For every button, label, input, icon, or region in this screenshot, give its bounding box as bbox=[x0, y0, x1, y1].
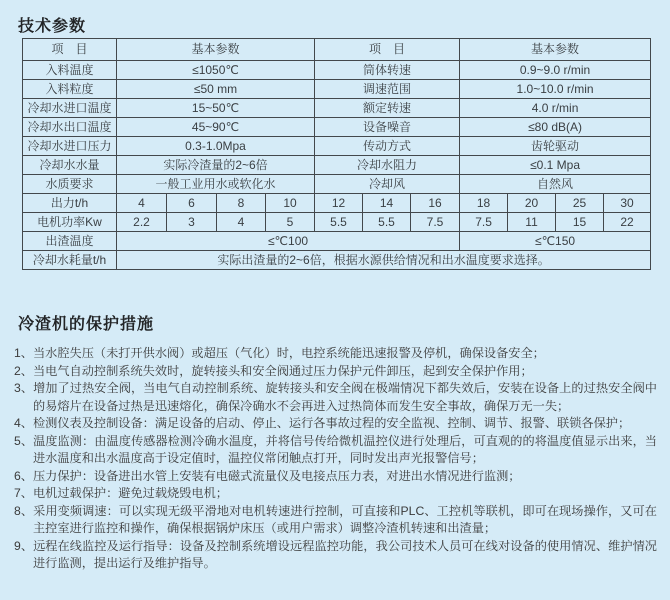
row-feed-size bbox=[23, 80, 651, 99]
item-number: 6、 bbox=[14, 468, 33, 483]
list-item bbox=[14, 485, 657, 503]
row-water-quality bbox=[23, 175, 651, 194]
param-value: 齿轮驱动 bbox=[460, 137, 651, 156]
power-value: 22 bbox=[604, 213, 651, 232]
param-value: ≤0.1 Mpa bbox=[460, 156, 651, 175]
item-number: 3、 bbox=[14, 381, 34, 395]
item-text: 压力保护：设备进出水管上安装有电磁式流量仪及电接点压力表，对进出水情况进行监测； bbox=[32, 468, 521, 483]
header-param-left: 基本参数 bbox=[117, 39, 315, 61]
row-water-consumption bbox=[23, 251, 651, 270]
param-label: 水质要求 bbox=[23, 175, 117, 194]
output-value: 18 bbox=[460, 194, 508, 213]
list-item bbox=[14, 345, 657, 363]
param-label: 冷却水耗量t/h bbox=[23, 251, 117, 270]
power-value: 7.5 bbox=[460, 213, 508, 232]
item-number: 1、 bbox=[14, 346, 33, 360]
power-value: 4 bbox=[217, 213, 266, 232]
param-value: ≤80 dB(A) bbox=[460, 118, 651, 137]
output-value: 4 bbox=[117, 194, 167, 213]
header-item-right: 项 目 bbox=[315, 39, 460, 61]
param-label: 入料粒度 bbox=[23, 80, 117, 99]
param-value: ≤1050℃ bbox=[117, 61, 315, 80]
param-label: 冷却水进口压力 bbox=[23, 137, 117, 156]
header-param-right: 基本参数 bbox=[460, 39, 651, 61]
item-number: 4、 bbox=[14, 416, 33, 430]
row-water-inlet-pressure bbox=[23, 137, 651, 156]
water-consumption-note: 实际出渣量的2~6倍，根据水源供给情况和出水温度要求选择。 bbox=[117, 251, 651, 270]
row-slag-temp bbox=[23, 232, 651, 251]
item-number: 5、 bbox=[14, 433, 34, 448]
param-label: 出渣温度 bbox=[23, 232, 117, 251]
param-value: 1.0~10.0 r/min bbox=[460, 80, 651, 99]
param-label: 调速范围 bbox=[315, 80, 460, 99]
power-value: 3 bbox=[167, 213, 217, 232]
list-item bbox=[14, 415, 657, 433]
param-label: 入料温度 bbox=[23, 61, 117, 80]
row-water-outlet-temp bbox=[23, 118, 651, 137]
power-value: 11 bbox=[508, 213, 556, 232]
item-text: 电机过载保护：避免过载烧毁电机； bbox=[32, 486, 228, 500]
list-item bbox=[14, 538, 657, 573]
list-item bbox=[14, 433, 657, 468]
param-label: 冷却水进口温度 bbox=[23, 99, 117, 118]
param-value: 0.9~9.0 r/min bbox=[460, 61, 651, 80]
list-item bbox=[14, 468, 657, 486]
param-label: 额定转速 bbox=[315, 99, 460, 118]
item-number: 9、 bbox=[14, 538, 34, 553]
item-text: 当水腔失压（未打开供水阀）或超压（气化）时，电控系统能迅速报警及停机，确保设备安全； bbox=[32, 346, 545, 360]
param-label: 电机功率Kw bbox=[23, 213, 117, 232]
power-value: 2.2 bbox=[117, 213, 167, 232]
param-value: 4.0 r/min bbox=[460, 99, 651, 118]
param-label: 冷却水出口温度 bbox=[23, 118, 117, 137]
protection-measures-list bbox=[14, 345, 657, 573]
output-value: 12 bbox=[315, 194, 363, 213]
item-number: 2、 bbox=[14, 363, 33, 378]
list-item bbox=[14, 363, 657, 381]
item-text: 检测仪表及控制设备：满足设备的启动、停止、运行各事故过程的安全监视、控制、调节、报警、联锁各保护； bbox=[32, 416, 631, 430]
slag-temp-low: ≤℃100 bbox=[117, 232, 460, 251]
param-value: ≤50 mm bbox=[117, 80, 315, 99]
param-value: 15~50℃ bbox=[117, 99, 315, 118]
param-label: 冷却风 bbox=[315, 175, 460, 194]
param-label: 设备噪音 bbox=[315, 118, 460, 137]
output-value: 30 bbox=[604, 194, 651, 213]
param-label: 冷却水水量 bbox=[23, 156, 117, 175]
slag-temp-high: ≤℃150 bbox=[460, 232, 651, 251]
param-label: 传动方式 bbox=[315, 137, 460, 156]
power-value: 7.5 bbox=[411, 213, 460, 232]
param-label: 出力t/h bbox=[23, 194, 117, 213]
item-text: 采用变频调速：可以实现无级平滑地对电机转速进行控制，可直接和PLC、工控机等联机，即可在现场操作，又可在主控室进行监控和操作，确保根据锅炉床压（或用户需求）调整冷渣机转速和出渣量； bbox=[33, 503, 657, 535]
output-value: 25 bbox=[556, 194, 604, 213]
row-feed-temp bbox=[23, 61, 651, 80]
list-item bbox=[14, 503, 657, 538]
power-value: 5.5 bbox=[315, 213, 363, 232]
item-text: 温度监测：由温度传感器检测冷确水温度，并将信号传给微机温控仪进行处理后，可直观的的将温度值显示出来，当进水温度和出水温度高于设定值时，温控仪常闭触点打开，同时发出声光报警信号； bbox=[33, 433, 657, 465]
row-output bbox=[23, 194, 651, 213]
power-value: 5 bbox=[266, 213, 315, 232]
item-number: 8、 bbox=[14, 503, 34, 518]
param-value: 0.3-1.0Mpa bbox=[117, 137, 315, 156]
table-header-row bbox=[23, 39, 651, 61]
item-text: 远程在线监控及运行指导：设备及控制系统增设远程监控功能，我公司技术人员可在线对设备的使用情况、维护情况进行监测，提出运行及维护指导。 bbox=[33, 538, 657, 570]
output-value: 10 bbox=[266, 194, 315, 213]
power-value: 5.5 bbox=[363, 213, 411, 232]
param-value: 45~90℃ bbox=[117, 118, 315, 137]
output-value: 8 bbox=[217, 194, 266, 213]
row-motor-power bbox=[23, 213, 651, 232]
power-value: 15 bbox=[556, 213, 604, 232]
param-label: 筒体转速 bbox=[315, 61, 460, 80]
section-title-tech-params: 技术参数 bbox=[18, 18, 87, 35]
item-text: 增加了过热安全阀，当电气自动控制系统、旋转接头和安全阀在极端情况下都失效后，安装在设备上的过热安全阀中的易熔片在设备过热是迅速熔化，确保冷确水不会再进入过热筒体而发生安全事故，确保万无一失； bbox=[33, 381, 657, 413]
param-value: 实际冷渣量的2~6倍 bbox=[117, 156, 315, 175]
param-value: 自然风 bbox=[460, 175, 651, 194]
row-water-volume bbox=[23, 156, 651, 175]
output-value: 14 bbox=[363, 194, 411, 213]
output-value: 6 bbox=[167, 194, 217, 213]
param-value: 一般工业用水或软化水 bbox=[117, 175, 315, 194]
item-number: 7、 bbox=[14, 486, 33, 500]
header-item-left: 项 目 bbox=[23, 39, 117, 61]
section-title-protection: 冷渣机的保护措施 bbox=[18, 316, 155, 333]
output-value: 16 bbox=[411, 194, 460, 213]
list-item bbox=[14, 380, 657, 415]
output-value: 20 bbox=[508, 194, 556, 213]
row-water-inlet-temp bbox=[23, 99, 651, 118]
param-label: 冷却水阻力 bbox=[315, 156, 460, 175]
item-text: 当电气自动控制系统失效时，旋转接头和安全阀通过压力保护元件卸压，起到安全保护作用； bbox=[32, 363, 533, 378]
tech-params-table bbox=[22, 38, 651, 270]
